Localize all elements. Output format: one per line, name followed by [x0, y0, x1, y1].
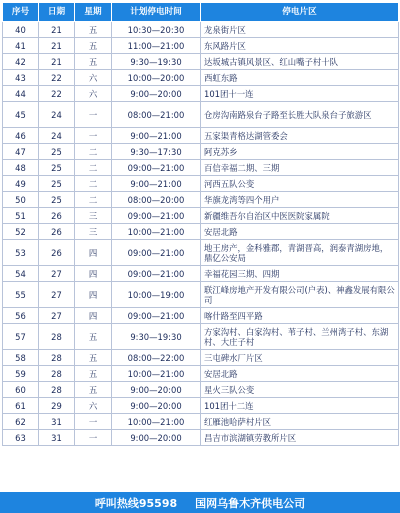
cell-date: 29	[39, 398, 75, 414]
cell-no: 62	[3, 414, 39, 430]
cell-no: 55	[3, 282, 39, 308]
cell-time: 09:00—21:00	[112, 240, 201, 266]
table-row	[3, 224, 399, 240]
cell-no: 41	[3, 38, 39, 54]
cell-weekday: 六	[75, 398, 112, 414]
cell-date: 28	[39, 324, 75, 350]
table-row	[3, 144, 399, 160]
cell-area: 安居北路	[201, 224, 399, 240]
table-row	[3, 414, 399, 430]
company-name: 国网乌鲁木齐供电公司	[195, 496, 306, 510]
header-time: 计划停电时间	[112, 3, 201, 22]
cell-time: 9:00—20:00	[112, 430, 201, 446]
table-row	[3, 266, 399, 282]
cell-time: 10:00—20:00	[112, 70, 201, 86]
cell-time: 9:00—21:00	[112, 176, 201, 192]
cell-weekday: 一	[75, 128, 112, 144]
header-date: 日期	[39, 3, 75, 22]
cell-weekday: 二	[75, 160, 112, 176]
table-row	[3, 54, 399, 70]
cell-date: 31	[39, 430, 75, 446]
cell-no: 40	[3, 22, 39, 38]
table-row	[3, 398, 399, 414]
cell-no: 46	[3, 128, 39, 144]
cell-weekday: 四	[75, 240, 112, 266]
cell-area: 101团十二连	[201, 398, 399, 414]
cell-no: 53	[3, 240, 39, 266]
cell-area: 地王房产，金科雅郡，青湖晋高，润泰青湖房地，鼎亿公安局	[201, 240, 399, 266]
cell-time: 09:00—21:00	[112, 266, 201, 282]
cell-weekday: 二	[75, 176, 112, 192]
table-body	[3, 22, 399, 446]
cell-no: 51	[3, 208, 39, 224]
cell-area: 新疆维吾尔自治区中医医院家属院	[201, 208, 399, 224]
cell-no: 58	[3, 350, 39, 366]
cell-no: 52	[3, 224, 39, 240]
cell-no: 59	[3, 366, 39, 382]
cell-time: 10:00—21:00	[112, 224, 201, 240]
cell-area: 仓房沟南路泉台子路至长胜大队泉台子旅游区	[201, 102, 399, 128]
cell-area: 三屯碑水厂片区	[201, 350, 399, 366]
table-row	[3, 86, 399, 102]
cell-date: 26	[39, 224, 75, 240]
cell-area: 101团十一连	[201, 86, 399, 102]
cell-weekday: 五	[75, 366, 112, 382]
cell-date: 21	[39, 38, 75, 54]
cell-date: 27	[39, 308, 75, 324]
cell-no: 56	[3, 308, 39, 324]
cell-no: 45	[3, 102, 39, 128]
cell-time: 9:00—20:00	[112, 398, 201, 414]
cell-time: 10:00—19:00	[112, 282, 201, 308]
cell-weekday: 一	[75, 430, 112, 446]
cell-weekday: 六	[75, 70, 112, 86]
cell-weekday: 五	[75, 22, 112, 38]
cell-date: 26	[39, 240, 75, 266]
cell-area: 联江峰房地产开发有限公司(户表)、神鑫发展有限公司	[201, 282, 399, 308]
cell-no: 43	[3, 70, 39, 86]
cell-no: 61	[3, 398, 39, 414]
cell-time: 08:00—22:00	[112, 350, 201, 366]
cell-weekday: 四	[75, 308, 112, 324]
table-row	[3, 430, 399, 446]
cell-area: 星火三队公变	[201, 382, 399, 398]
cell-date: 21	[39, 22, 75, 38]
cell-area: 红雁池哈萨村片区	[201, 414, 399, 430]
cell-time: 9:30—19:30	[112, 54, 201, 70]
outage-table	[2, 2, 399, 446]
cell-no: 63	[3, 430, 39, 446]
cell-weekday: 一	[75, 414, 112, 430]
cell-area: 百信幸福二期、三期	[201, 160, 399, 176]
cell-weekday: 五	[75, 54, 112, 70]
cell-time: 9:00—20:00	[112, 86, 201, 102]
cell-time: 10:30—20:30	[112, 22, 201, 38]
table-row	[3, 350, 399, 366]
table-row	[3, 382, 399, 398]
cell-no: 57	[3, 324, 39, 350]
cell-date: 22	[39, 70, 75, 86]
cell-area: 东风路片区	[201, 38, 399, 54]
cell-time: 09:00—21:00	[112, 208, 201, 224]
cell-date: 28	[39, 366, 75, 382]
cell-date: 25	[39, 160, 75, 176]
table-row	[3, 102, 399, 128]
table-row	[3, 192, 399, 208]
cell-weekday: 五	[75, 38, 112, 54]
cell-area: 喀什路至四平路	[201, 308, 399, 324]
table-row	[3, 208, 399, 224]
cell-time: 9:30—19:30	[112, 324, 201, 350]
cell-date: 25	[39, 176, 75, 192]
cell-date: 21	[39, 54, 75, 70]
table-row	[3, 176, 399, 192]
table-row	[3, 70, 399, 86]
cell-weekday: 五	[75, 350, 112, 366]
cell-weekday: 三	[75, 224, 112, 240]
cell-time: 09:00—21:00	[112, 308, 201, 324]
cell-no: 50	[3, 192, 39, 208]
cell-time: 9:30—17:30	[112, 144, 201, 160]
cell-area: 安居北路	[201, 366, 399, 382]
cell-time: 09:00—21:00	[112, 160, 201, 176]
cell-area: 西虹东路	[201, 70, 399, 86]
cell-time: 11:00—21:00	[112, 38, 201, 54]
table-row	[3, 366, 399, 382]
cell-date: 27	[39, 266, 75, 282]
cell-area: 阿克苏乡	[201, 144, 399, 160]
cell-no: 42	[3, 54, 39, 70]
cell-weekday: 三	[75, 208, 112, 224]
cell-no: 47	[3, 144, 39, 160]
table-row	[3, 240, 399, 266]
cell-area: 华旗龙湾等四个用户	[201, 192, 399, 208]
cell-no: 60	[3, 382, 39, 398]
cell-date: 25	[39, 192, 75, 208]
cell-date: 25	[39, 144, 75, 160]
cell-date: 24	[39, 102, 75, 128]
hotline-text: 呼叫热线95598	[94, 496, 178, 510]
cell-date: 28	[39, 382, 75, 398]
cell-weekday: 五	[75, 382, 112, 398]
table-row	[3, 22, 399, 38]
cell-time: 10:00—21:00	[112, 366, 201, 382]
header-area: 停电片区	[201, 3, 399, 22]
cell-no: 54	[3, 266, 39, 282]
cell-no: 44	[3, 86, 39, 102]
table-row	[3, 324, 399, 350]
table-row	[3, 308, 399, 324]
cell-weekday: 四	[75, 282, 112, 308]
cell-time: 10:00—21:00	[112, 414, 201, 430]
cell-weekday: 一	[75, 102, 112, 128]
table-row	[3, 128, 399, 144]
cell-area: 方家沟村、白家沟村、苇子村、兰州湾子村、东湖村、大庄子村	[201, 324, 399, 350]
cell-date: 24	[39, 128, 75, 144]
cell-date: 27	[39, 282, 75, 308]
cell-date: 31	[39, 414, 75, 430]
table-row	[3, 160, 399, 176]
cell-time: 9:00—21:00	[112, 128, 201, 144]
cell-date: 26	[39, 208, 75, 224]
table-header	[3, 3, 399, 22]
cell-weekday: 二	[75, 192, 112, 208]
cell-weekday: 五	[75, 324, 112, 350]
cell-time: 08:00—20:00	[112, 192, 201, 208]
header-no: 序号	[3, 3, 39, 22]
cell-weekday: 六	[75, 86, 112, 102]
cell-no: 49	[3, 176, 39, 192]
table-row	[3, 38, 399, 54]
cell-area: 河西五队公变	[201, 176, 399, 192]
cell-date: 28	[39, 350, 75, 366]
cell-time: 08:00—21:00	[112, 102, 201, 128]
table-row	[3, 282, 399, 308]
cell-time: 9:00—20:00	[112, 382, 201, 398]
cell-area: 昌吉市滨湖镇劳教所片区	[201, 430, 399, 446]
cell-area: 五家渠青格达湖管委会	[201, 128, 399, 144]
cell-area: 幸福花园三期、四期	[201, 266, 399, 282]
cell-weekday: 四	[75, 266, 112, 282]
cell-date: 22	[39, 86, 75, 102]
cell-weekday: 二	[75, 144, 112, 160]
cell-area: 达坂城古镇风景区、红山嘴子村十队	[201, 54, 399, 70]
cell-no: 48	[3, 160, 39, 176]
footer-bar	[0, 492, 400, 513]
cell-area: 龙泉街片区	[201, 22, 399, 38]
header-weekday: 星期	[75, 3, 112, 22]
